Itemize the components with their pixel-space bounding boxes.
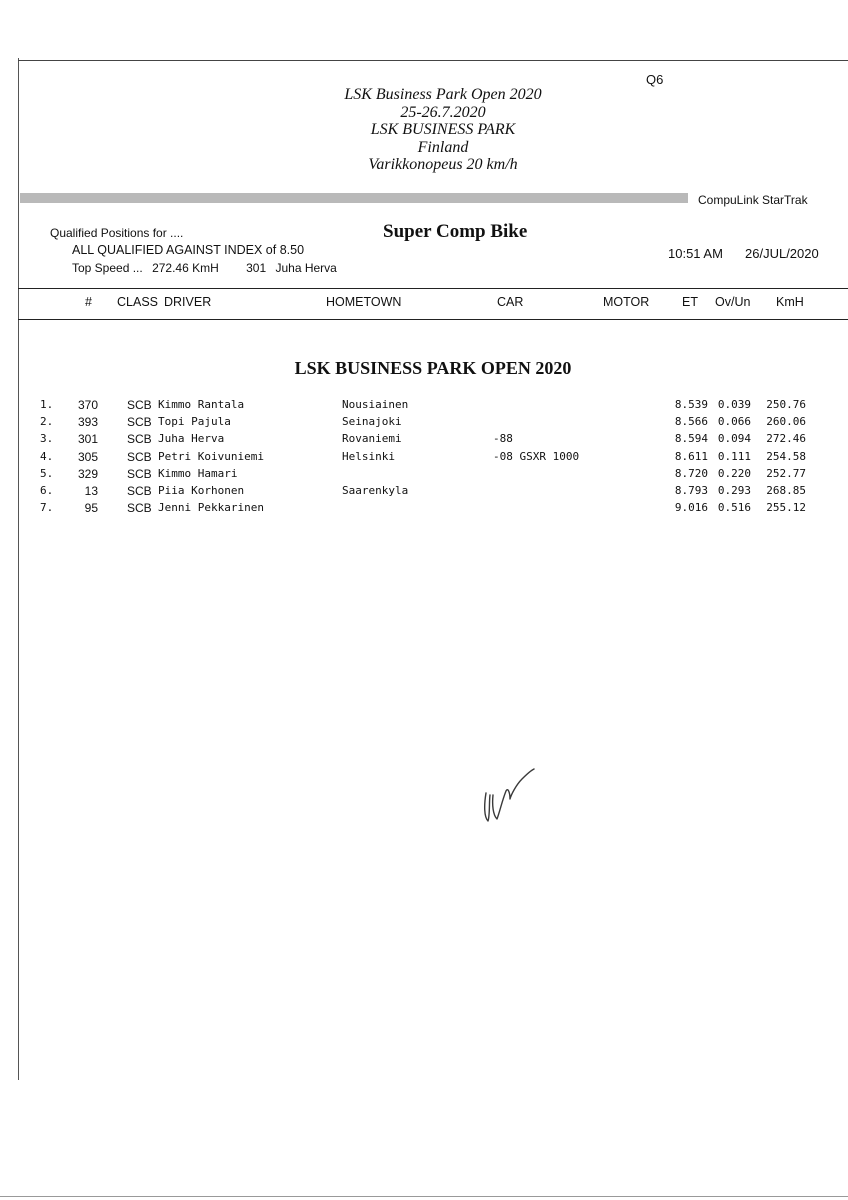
- table-row: [0, 467, 848, 484]
- row-driver: Kimmo Rantala: [158, 398, 245, 411]
- row-position: 3.: [40, 432, 54, 446]
- col-header-num: #: [85, 295, 92, 309]
- row-et: 8.793: [674, 483, 708, 497]
- top-speed-number: 301: [246, 261, 267, 275]
- index-text: ALL QUALIFIED AGAINST INDEX of: [72, 243, 277, 257]
- row-hometown: Helsinki: [342, 449, 395, 463]
- row-et: 8.566: [674, 415, 708, 429]
- row-et: 8.611: [674, 449, 708, 463]
- row-kmh: 268.85: [766, 483, 806, 497]
- row-ovun: 0.066: [717, 415, 751, 429]
- row-kmh: 260.06: [766, 415, 806, 429]
- row-kmh: 254.58: [766, 449, 806, 463]
- event-header: [233, 86, 653, 174]
- col-header-class: CLASS: [117, 295, 158, 309]
- col-header-motor: MOTOR: [603, 295, 650, 309]
- row-class: SCB: [127, 398, 152, 412]
- print-time: 10:51 AM: [668, 246, 723, 261]
- row-number: 13: [84, 483, 98, 498]
- class-title: Super Comp Bike: [383, 221, 528, 242]
- row-position: 4.: [40, 449, 54, 463]
- qualified-label: Qualified Positions for ....: [50, 226, 184, 240]
- row-kmh: 250.76: [766, 398, 806, 411]
- col-header-driver: DRIVER: [164, 295, 212, 309]
- row-driver: Topi Pajula: [158, 415, 231, 429]
- row-hometown: Seinajoki: [342, 415, 402, 429]
- top-speed-value: 272.46 KmH: [152, 261, 219, 275]
- top-speed-label: Top Speed ...: [72, 261, 143, 275]
- table-row: [0, 484, 848, 501]
- print-date: 26/JUL/2020: [745, 246, 819, 261]
- row-ovun: 0.220: [717, 466, 751, 480]
- row-et: 8.594: [674, 432, 708, 446]
- event-venue: LSK BUSINESS PARK: [370, 121, 516, 138]
- event-dates: 25-26.7.2020: [400, 103, 486, 121]
- col-header-kmh: KmH: [776, 295, 804, 309]
- row-ovun: 0.293: [717, 483, 751, 497]
- event-title: LSK Business Park Open 2020: [344, 86, 542, 103]
- row-et: 8.720: [674, 466, 708, 480]
- col-header-hometown: HOMETOWN: [326, 295, 402, 309]
- row-driver: Piia Korhonen: [158, 483, 245, 497]
- results-table: [0, 398, 848, 518]
- top-border-line: [18, 60, 848, 61]
- header-bottom-rule: [18, 319, 848, 320]
- top-speed-driver: Juha Herva: [275, 261, 337, 275]
- row-ovun: 0.111: [717, 449, 751, 463]
- row-position: 6.: [40, 483, 54, 497]
- row-position: 5.: [40, 466, 54, 480]
- index-value: 8.50: [279, 243, 305, 257]
- event-country: Finland: [417, 138, 469, 156]
- row-driver: Juha Herva: [158, 432, 225, 446]
- left-border-line: [18, 58, 19, 1080]
- col-header-ovun: Ov/Un: [715, 295, 751, 309]
- signature-scribble: [480, 765, 550, 835]
- row-kmh: 255.12: [766, 501, 806, 515]
- row-class: SCB: [127, 415, 152, 430]
- row-class: SCB: [127, 466, 152, 481]
- table-row: [0, 501, 848, 518]
- col-header-car: CAR: [497, 295, 524, 309]
- row-number: 305: [77, 449, 98, 464]
- row-car: -88: [493, 432, 513, 446]
- bottom-border-line: [0, 1196, 848, 1197]
- row-ovun: 0.039: [717, 398, 751, 411]
- row-driver: Jenni Pekkarinen: [158, 501, 264, 515]
- row-driver: Kimmo Hamari: [158, 466, 238, 480]
- row-class: SCB: [127, 432, 152, 447]
- row-number: 329: [77, 466, 98, 481]
- row-number: 393: [77, 415, 98, 430]
- table-row: [0, 432, 848, 449]
- row-number: 301: [77, 432, 98, 447]
- header-top-rule: [18, 288, 848, 289]
- row-driver: Petri Koivuniemi: [158, 449, 264, 463]
- row-position: 2.: [40, 415, 54, 429]
- sheet-code: Q6: [646, 72, 664, 87]
- row-ovun: 0.516: [717, 501, 751, 515]
- table-row: [0, 398, 848, 415]
- row-ovun: 0.094: [717, 432, 751, 446]
- row-hometown: Saarenkyla: [342, 483, 409, 497]
- dotted-separator: [20, 193, 688, 203]
- row-kmh: 252.77: [766, 466, 806, 480]
- table-row: [0, 415, 848, 432]
- row-kmh: 272.46: [766, 432, 806, 446]
- top-speed-line: [72, 261, 337, 275]
- row-hometown: Rovaniemi: [342, 432, 402, 446]
- event-pit-speed: Varikkonopeus 20 km/h: [368, 156, 518, 173]
- row-et: 8.539: [674, 398, 708, 411]
- table-row: [0, 450, 848, 467]
- row-number: 370: [77, 398, 98, 412]
- index-line: [72, 243, 304, 257]
- row-class: SCB: [127, 449, 152, 464]
- system-brand: CompuLink StarTrak: [698, 193, 808, 207]
- row-position: 7.: [40, 501, 54, 515]
- row-number: 95: [84, 501, 98, 516]
- row-et: 9.016: [674, 501, 708, 515]
- row-class: SCB: [127, 501, 152, 516]
- row-class: SCB: [127, 483, 152, 498]
- row-hometown: Nousiainen: [342, 398, 409, 411]
- section-title: LSK BUSINESS PARK OPEN 2020: [294, 358, 572, 378]
- row-position: 1.: [40, 398, 54, 411]
- col-header-et: ET: [682, 295, 698, 309]
- row-car: -08 GSXR 1000: [493, 449, 580, 463]
